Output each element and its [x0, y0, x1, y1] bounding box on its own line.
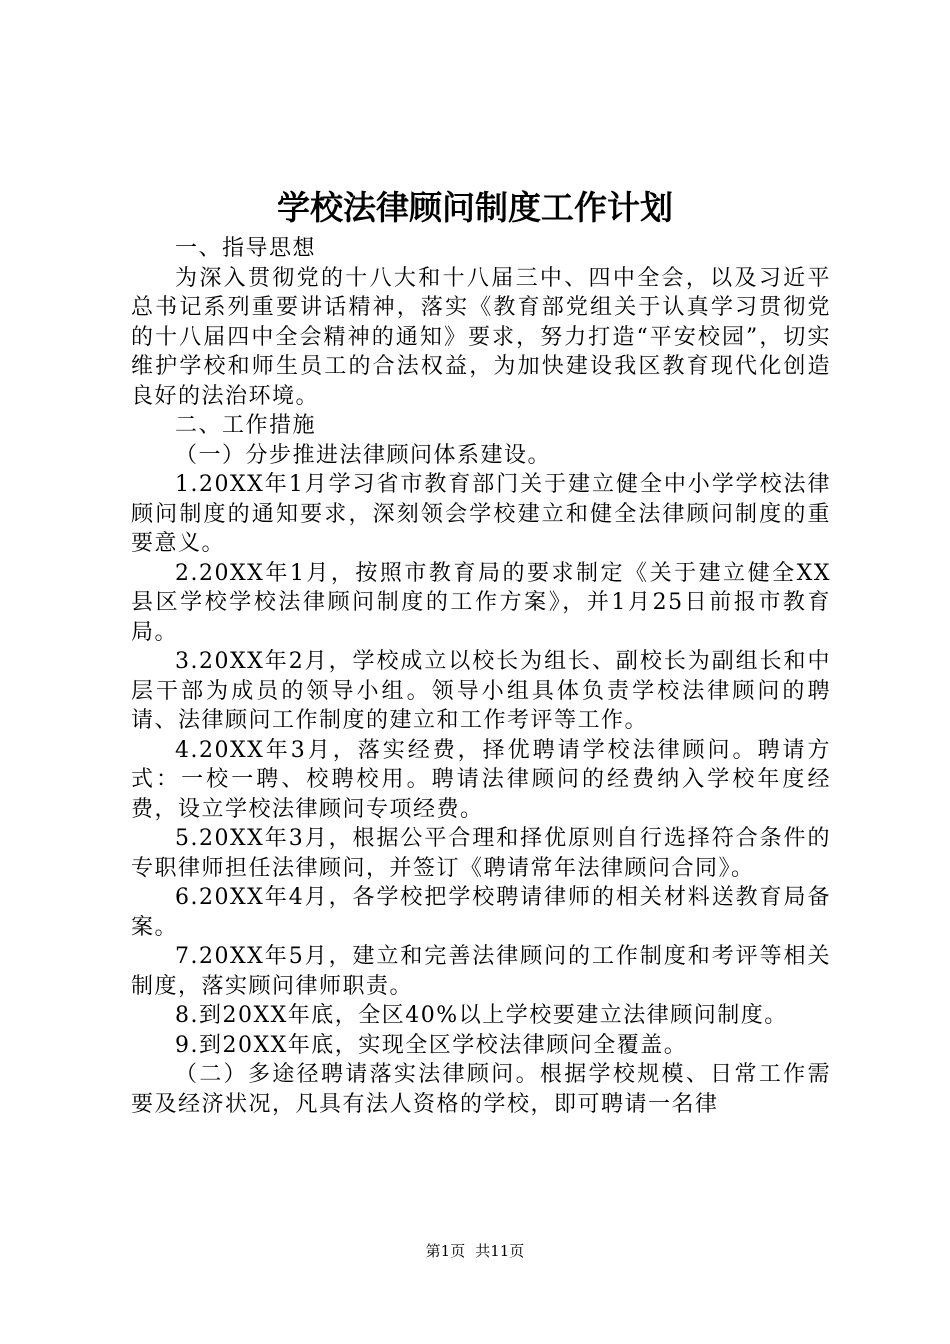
- list-item: 1.20XX年1月学习省市教育部门关于建立健全中小学学校法律顾问制度的通知要求，深刻领会学校建立和健全法律顾问制度的重要意义。: [131, 472, 831, 556]
- list-item: 4.20XX年3月，落实经费，择优聘请学校法律顾问。聘请方式：一校一聘、校聘校用。聘请法律顾问的经费纳入学校年度经费，设立学校法律顾问专项经费。: [131, 737, 831, 822]
- page-number: 第1页: [425, 1242, 466, 1260]
- subsection-heading: （一）分步推进法律顾问体系建设。: [175, 442, 552, 468]
- document-body: [131, 234, 831, 1119]
- section-heading: 一、指导思想: [175, 236, 317, 261]
- paragraph: 为深入贯彻党的十八大和十八届三中、四中全会，以及习近平总书记系列重要讲话精神，落实《教育部党组关于认真学习贯彻党的十八届四中全会精神的通知》要求，努力打造“平安校园”，切实维护学校和师生员工的合法权益，为加快建设我区教育现代化创造良好的法治环境。: [131, 265, 831, 409]
- list-item: 8.到20XX年底，全区40%以上学校要建立法律顾问制度。: [175, 1003, 788, 1028]
- list-item: 2.20XX年1月，按照市教育局的要求制定《关于建立健全XX县区学校学校法律顾问制度的工作方案》，并1月25日前报市教育局。: [131, 560, 831, 645]
- list-item: 9.到20XX年底，实现全区学校法律顾问全覆盖。: [175, 1032, 688, 1058]
- list-item: 6.20XX年4月，各学校把学校聘请律师的相关材料送教育局备案。: [131, 885, 831, 940]
- list-item: 5.20XX年3月，根据公平合理和择优原则自行选择符合条件的专职律师担任法律顾问，并签订《聘请常年法律顾问合同》。: [131, 826, 831, 881]
- list-item: 3.20XX年2月，学校成立以校长为组长、副校长为副组长和中层干部为成员的领导小组。领导小组具体负责学校法律顾问的聘请、法律顾问工作制度的建立和工作考评等工作。: [131, 649, 831, 733]
- page-footer: [0, 1240, 950, 1261]
- document-title: 学校法律顾问制度工作计划: [277, 188, 673, 227]
- paragraph: （二）多途径聘请落实法律顾问。根据学校规模、日常工作需要及经济状况，凡具有法人资格的学校，即可聘请一名律: [131, 1062, 831, 1117]
- page-total: 共11页: [475, 1242, 525, 1260]
- section-heading: 二、工作措施: [175, 413, 317, 438]
- list-item: 7.20XX年5月，建立和完善法律顾问的工作制度和考评等相关制度，落实顾问律师职责。: [131, 944, 831, 999]
